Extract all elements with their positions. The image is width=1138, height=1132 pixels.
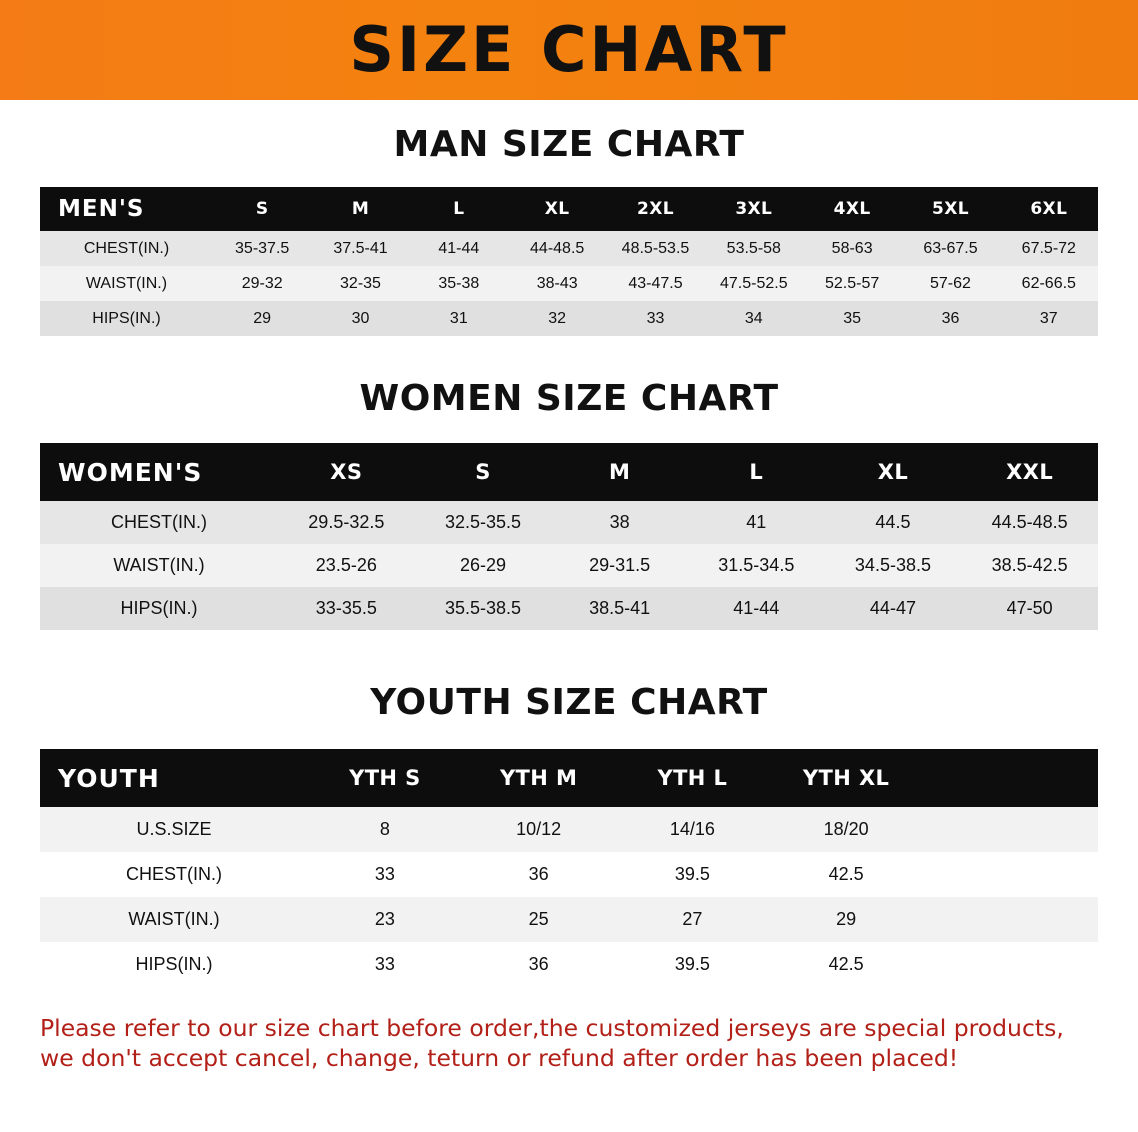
youth-cell-0-3: 18/20	[823, 819, 869, 839]
women-cell-0-0: 29.5-32.5	[308, 512, 385, 532]
man-row-2-label: HIPS(IN.)	[92, 309, 161, 327]
youth-row-2-label: WAIST(IN.)	[128, 909, 220, 929]
youth-cell-1-spacer	[923, 852, 1098, 897]
man-cell-2-3: 32	[548, 309, 567, 327]
youth-section-heading: YOUTH SIZE CHART	[370, 682, 768, 723]
youth-col-0: YTH S	[349, 766, 421, 790]
youth-table-body	[40, 807, 1098, 987]
youth-table-header	[40, 749, 1098, 807]
youth-cell-1-3: 42.5	[828, 864, 864, 884]
man-col-2: L	[453, 199, 465, 219]
youth-cell-0-0: 8	[379, 819, 390, 839]
table-row	[40, 942, 1098, 987]
women-col-0: XS	[330, 460, 363, 484]
youth-table-wrap	[40, 749, 1098, 987]
women-cell-2-4: 44-47	[869, 598, 916, 618]
man-table-wrap	[40, 187, 1098, 336]
man-cell-0-6: 58-63	[831, 239, 873, 257]
women-table-body	[40, 501, 1098, 630]
table-row	[40, 587, 1098, 630]
table-header-row	[40, 443, 1098, 501]
man-cell-2-1: 30	[351, 309, 370, 327]
women-col-3: L	[749, 460, 764, 484]
man-cell-1-8: 62-66.5	[1021, 274, 1076, 292]
youth-cell-3-1: 36	[528, 954, 549, 974]
women-section-heading: WOMEN SIZE CHART	[359, 378, 779, 419]
man-col-1: M	[351, 199, 370, 219]
man-cell-0-1: 37.5-41	[333, 239, 388, 257]
man-cell-2-8: 37	[1039, 309, 1058, 327]
women-cell-1-1: 26-29	[459, 555, 506, 575]
man-cell-0-7: 63-67.5	[923, 239, 978, 257]
youth-col-3: YTH XL	[802, 766, 890, 790]
banner	[0, 0, 1138, 100]
women-col-5: XXL	[1006, 460, 1054, 484]
man-col-4: 2XL	[636, 199, 674, 219]
youth-header-label: YOUTH	[58, 763, 160, 793]
man-section-heading: MAN SIZE CHART	[393, 124, 745, 165]
man-cell-2-5: 34	[744, 309, 763, 327]
table-header-row	[40, 749, 1098, 807]
man-cell-2-7: 36	[941, 309, 960, 327]
man-cell-2-2: 31	[449, 309, 468, 327]
women-col-4: XL	[877, 460, 909, 484]
man-col-8: 6XL	[1030, 199, 1068, 219]
man-cell-1-4: 43-47.5	[628, 274, 683, 292]
women-row-0-label: CHEST(IN.)	[111, 512, 207, 532]
man-cell-0-5: 53.5-58	[726, 239, 781, 257]
man-cell-0-0: 35-37.5	[235, 239, 290, 257]
women-cell-2-1: 35.5-38.5	[444, 598, 522, 618]
youth-cell-0-1: 10/12	[516, 819, 562, 839]
youth-cell-2-1: 25	[528, 909, 549, 929]
man-cell-1-3: 38-43	[536, 274, 578, 292]
man-row-0-label: CHEST(IN.)	[83, 239, 170, 257]
youth-cell-2-0: 23	[374, 909, 395, 929]
man-size-table	[40, 187, 1098, 336]
women-cell-2-2: 38.5-41	[589, 598, 651, 618]
banner-title: SIZE CHART	[349, 13, 789, 86]
policy-note-line-1: Please refer to our size chart before order,the customized jerseys are special products,	[40, 1014, 1064, 1042]
youth-cell-0-spacer	[923, 807, 1098, 852]
man-col-3: XL	[544, 199, 570, 219]
man-cell-1-2: 35-38	[438, 274, 480, 292]
women-cell-0-1: 32.5-35.5	[444, 512, 522, 532]
women-col-2: M	[608, 460, 631, 484]
youth-cell-1-1: 36	[528, 864, 549, 884]
youth-cell-2-2: 27	[682, 909, 703, 929]
policy-note	[40, 1013, 1098, 1073]
man-cell-0-4: 48.5-53.5	[621, 239, 690, 257]
women-header-label: WOMEN'S	[58, 457, 203, 487]
man-cell-2-6: 35	[843, 309, 862, 327]
women-cell-1-0: 23.5-26	[315, 555, 377, 575]
man-table-body	[40, 231, 1098, 336]
youth-cell-2-spacer	[923, 897, 1098, 942]
man-col-7: 5XL	[931, 199, 969, 219]
youth-cell-3-2: 39.5	[674, 954, 710, 974]
table-row	[40, 897, 1098, 942]
women-cell-0-4: 44.5	[875, 512, 911, 532]
policy-note-line-2: we don't accept cancel, change, teturn or refund after order has been placed!	[40, 1044, 959, 1073]
man-cell-1-0: 29-32	[241, 274, 283, 292]
youth-cell-0-2: 14/16	[669, 819, 715, 839]
man-row-1-label: WAIST(IN.)	[85, 274, 168, 292]
man-cell-0-3: 44-48.5	[530, 239, 585, 257]
man-col-5: 3XL	[735, 199, 773, 219]
youth-size-table	[40, 749, 1098, 987]
man-cell-1-5: 47.5-52.5	[720, 274, 788, 292]
women-cell-2-3: 41-44	[733, 598, 780, 618]
youth-cell-1-0: 33	[374, 864, 395, 884]
women-cell-2-5: 47-50	[1006, 598, 1053, 618]
table-row	[40, 807, 1098, 852]
table-header-row	[40, 187, 1098, 231]
women-cell-1-3: 31.5-34.5	[718, 555, 795, 575]
man-cell-0-2: 41-44	[438, 239, 480, 257]
women-col-1: S	[475, 460, 491, 484]
women-cell-1-5: 38.5-42.5	[991, 555, 1068, 575]
women-cell-1-2: 29-31.5	[589, 555, 651, 575]
man-header-label: MEN'S	[58, 196, 145, 222]
women-cell-0-5: 44.5-48.5	[991, 512, 1068, 532]
women-cell-2-0: 33-35.5	[315, 598, 377, 618]
youth-cell-3-3: 42.5	[828, 954, 864, 974]
man-cell-2-0: 29	[253, 309, 272, 327]
man-cell-1-6: 52.5-57	[825, 274, 880, 292]
youth-col-spacer	[923, 749, 1098, 807]
women-cell-0-2: 38	[609, 512, 630, 532]
youth-col-2: YTH L	[657, 766, 728, 790]
man-col-0: S	[255, 199, 269, 219]
youth-row-1-label: CHEST(IN.)	[126, 864, 222, 884]
man-col-6: 4XL	[833, 199, 871, 219]
youth-cell-2-3: 29	[836, 909, 857, 929]
youth-row-3-label: HIPS(IN.)	[135, 954, 213, 974]
man-cell-2-4: 33	[646, 309, 665, 327]
youth-row-0-label: U.S.SIZE	[136, 819, 212, 839]
women-cell-1-4: 34.5-38.5	[854, 555, 931, 575]
youth-cell-1-2: 39.5	[674, 864, 710, 884]
youth-col-1: YTH M	[499, 766, 578, 790]
table-row	[40, 852, 1098, 897]
women-size-table	[40, 443, 1098, 630]
table-row	[40, 266, 1098, 301]
table-row	[40, 301, 1098, 336]
man-cell-1-7: 57-62	[930, 274, 971, 292]
table-row	[40, 544, 1098, 587]
man-cell-0-8: 67.5-72	[1021, 239, 1076, 257]
man-cell-1-1: 32-35	[340, 274, 381, 292]
women-table-wrap	[40, 443, 1098, 630]
women-table-header	[40, 443, 1098, 501]
youth-cell-3-spacer	[923, 942, 1098, 987]
women-row-1-label: WAIST(IN.)	[113, 555, 205, 575]
women-row-2-label: HIPS(IN.)	[120, 598, 198, 618]
youth-cell-3-0: 33	[374, 954, 395, 974]
women-cell-0-3: 41	[746, 512, 767, 532]
table-row	[40, 501, 1098, 544]
table-row	[40, 231, 1098, 266]
man-table-header	[40, 187, 1098, 231]
